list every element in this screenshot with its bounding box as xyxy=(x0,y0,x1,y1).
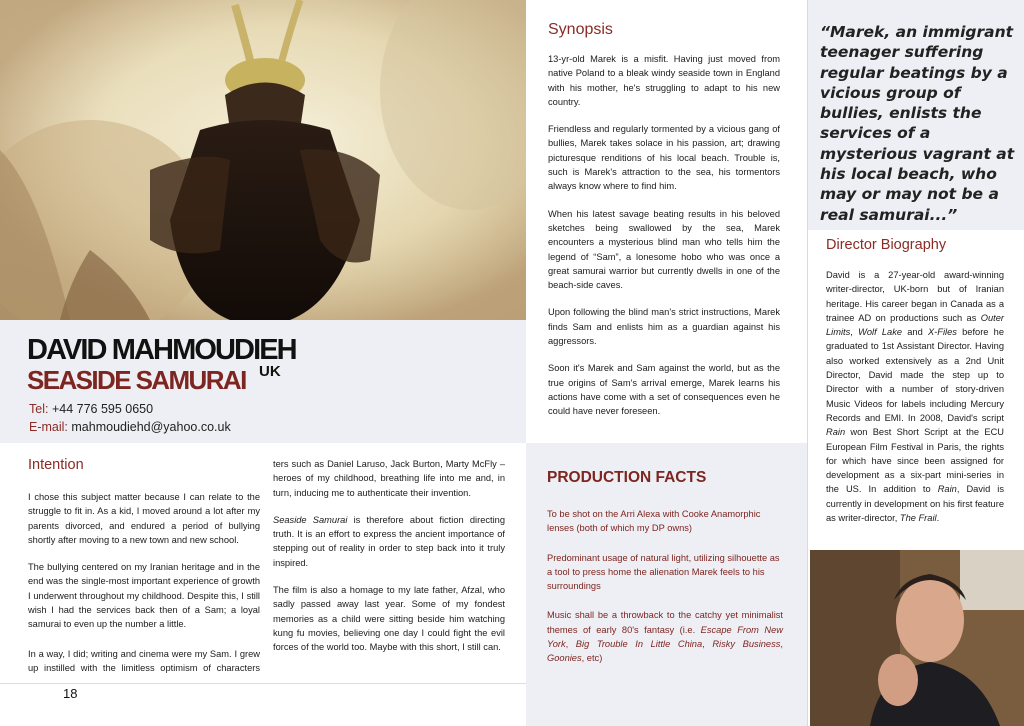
samurai-painting xyxy=(0,0,526,320)
bio-title: Rain xyxy=(826,427,846,438)
bio-text: , David is currently in development on his first feature as writer-director, xyxy=(826,484,1004,524)
bio-title: Wolf Lake xyxy=(858,327,903,338)
bio-title: X-Files xyxy=(927,327,957,338)
email-line xyxy=(29,420,231,434)
intention-paragraph: The film is also a homage to my late father, Afzal, who sadly passed away last year. Some of my fondest memories as a child were sitting beside him watching kung fu movies, believing one day I could fight the evil forces of the world too. Maybe with this short, I still can. xyxy=(273,585,505,653)
bio-text: . xyxy=(936,513,940,524)
intention-heading: Intention xyxy=(28,457,84,473)
synopsis-paragraph: Upon following the blind man's strict instructions, Marek finds Sam and enlists him as a guardian against his aggressors. xyxy=(548,307,780,347)
email-address[interactable]: mahmoudiehd@yahoo.co.uk xyxy=(71,420,231,434)
intention-column-2 xyxy=(273,457,505,668)
director-portrait-art xyxy=(810,550,1024,726)
samurai-painting-art xyxy=(0,0,526,320)
pull-quote: “Marek, an immigrant teenager suffering regular beatings by a vicious group of bullies, enlists the services of a mysterious vagrant at his local beach, who may or may not be a real samurai...” xyxy=(820,23,1015,224)
bio-text: before he graduated to 1st Assistant Director. Having also worked extensively as a 2nd Unit Director, David made the step up to Director with a number of story-driven Music Videos for labels including Mercury Records and EMI. In 2008, David's script xyxy=(826,327,1005,423)
intention-paragraph: In a way, I did; writing and cinema were my Sam. I grew up instilled with the limitless optimism of characters xyxy=(28,649,260,674)
intention-text: is therefore about fiction directing truth. It is an effort to express the ancient importance of stepping out of reality in order to step back into it truly inspired. xyxy=(273,514,505,568)
separator: , xyxy=(780,639,783,650)
footer-rule xyxy=(0,683,526,684)
biography-heading: Director Biography xyxy=(826,237,947,253)
intention-column-1 xyxy=(28,490,260,645)
biography-body xyxy=(826,268,1004,525)
production-facts xyxy=(547,507,783,679)
bio-title: Outer Limits xyxy=(826,312,1004,338)
bio-title: Rain xyxy=(937,484,957,495)
bio-title: The Frail xyxy=(899,513,937,524)
production-fact-text: , etc) xyxy=(581,653,603,664)
production-heading: PRODUCTION FACTS xyxy=(547,469,707,486)
production-fact: To be shot on the Arri Alexa with Cooke Anamorphic lenses (both of which my DP owns) xyxy=(547,509,761,534)
film-reference: Escape From New York xyxy=(547,624,783,650)
column-divider xyxy=(807,0,808,726)
phone-line xyxy=(29,402,153,416)
synopsis-paragraph: Soon it's Marek and Sam against the world, but as the true origins of Sam's arrival emerge, Marek learns his actions have come with a set of consequences even he could have never foreseen. xyxy=(548,363,780,417)
separator: , xyxy=(702,639,713,650)
intention-column-1-tail xyxy=(28,647,260,675)
intention-paragraph xyxy=(273,513,505,570)
phone-number[interactable]: +44 776 595 0650 xyxy=(51,402,154,416)
bio-text: , xyxy=(850,327,859,338)
country-label: UK xyxy=(259,363,281,380)
bio-text: and xyxy=(902,327,928,338)
synopsis-body xyxy=(548,52,780,432)
bio-text: won Best Short Script at the ECU European Film Festival in Paris, the rights for which have since been assigned for development as a six-part mini-series in the US. In addition to xyxy=(826,427,1004,495)
synopsis-paragraph: 13-yr-old Marek is a misfit. Having just moved from native Poland to a bleak windy seaside town in England with his mother, he's struggling to adapt to his new country. xyxy=(548,54,780,107)
separator: , xyxy=(565,639,576,650)
production-fact-text: Music shall be a throwback to the catchy yet minimalist themes of early 80's fantasy (i.e. xyxy=(547,610,783,635)
film-reference: Goonies xyxy=(547,653,582,664)
synopsis-paragraph: Friendless and regularly tormented by a vicious gang of bullies, Marek takes solace in his passion, art; drawing picturesque renditions of his local beach. Trouble is, such is Marek's attraction to the sea, his tormentors always know where to find him. xyxy=(548,124,780,192)
director-name: DAVID MAHMOUDIEH xyxy=(27,334,296,366)
intention-paragraph-continued: ters such as Daniel Laruso, Jack Burton, Marty McFly – heroes of my childhood, breathing life into me and, in turn, inducing me to authenticate their invention. xyxy=(273,459,505,498)
email-label: E-mail: xyxy=(29,420,68,434)
phone-label: Tel: xyxy=(29,402,49,416)
intention-paragraph: I chose this subject matter because I can relate to the struggle to fit in. As a kid, I moved around a lot after my parents divorced, and endured a period of bullying shortly after moving to a new town and new school. xyxy=(28,492,260,545)
synopsis-paragraph: When his latest savage beating results in his beloved sketches being swallowed by the sea, Marek encounters a mysterious blind man who tells him the legend of “Sam”, a lonesome hobo who was once a great samurai warrior but currently dwells in one of the beach-side caves. xyxy=(548,208,780,291)
film-title-italic: Seaside Samurai xyxy=(273,514,348,525)
synopsis-heading: Synopsis xyxy=(548,21,613,38)
bio-text: David is a 27-year-old award-winning writer-director, UK-born but of Iranian heritage. His career began in Canada as a trainee AD on productions such as xyxy=(826,270,1004,323)
film-reference: Risky Business xyxy=(712,639,781,650)
production-fact: Predominant usage of natural light, utilizing silhouette as a tool to press home the alienation Marek feels to his surroundings xyxy=(547,552,780,592)
director-portrait xyxy=(810,550,1024,726)
intention-paragraph: The bullying centered on my Iranian heritage and in the end was the single-most important experience of growth I underwent throughout my childhood. Despite this, I still wish I had the services back then of a Sam; a loyal samurai to even up the number a little. xyxy=(28,562,260,630)
production-fact xyxy=(547,608,783,665)
page-number: 18 xyxy=(63,686,78,701)
film-title: SEASIDE SAMURAI xyxy=(27,365,246,395)
film-reference: Big Trouble In Little China xyxy=(575,639,703,650)
